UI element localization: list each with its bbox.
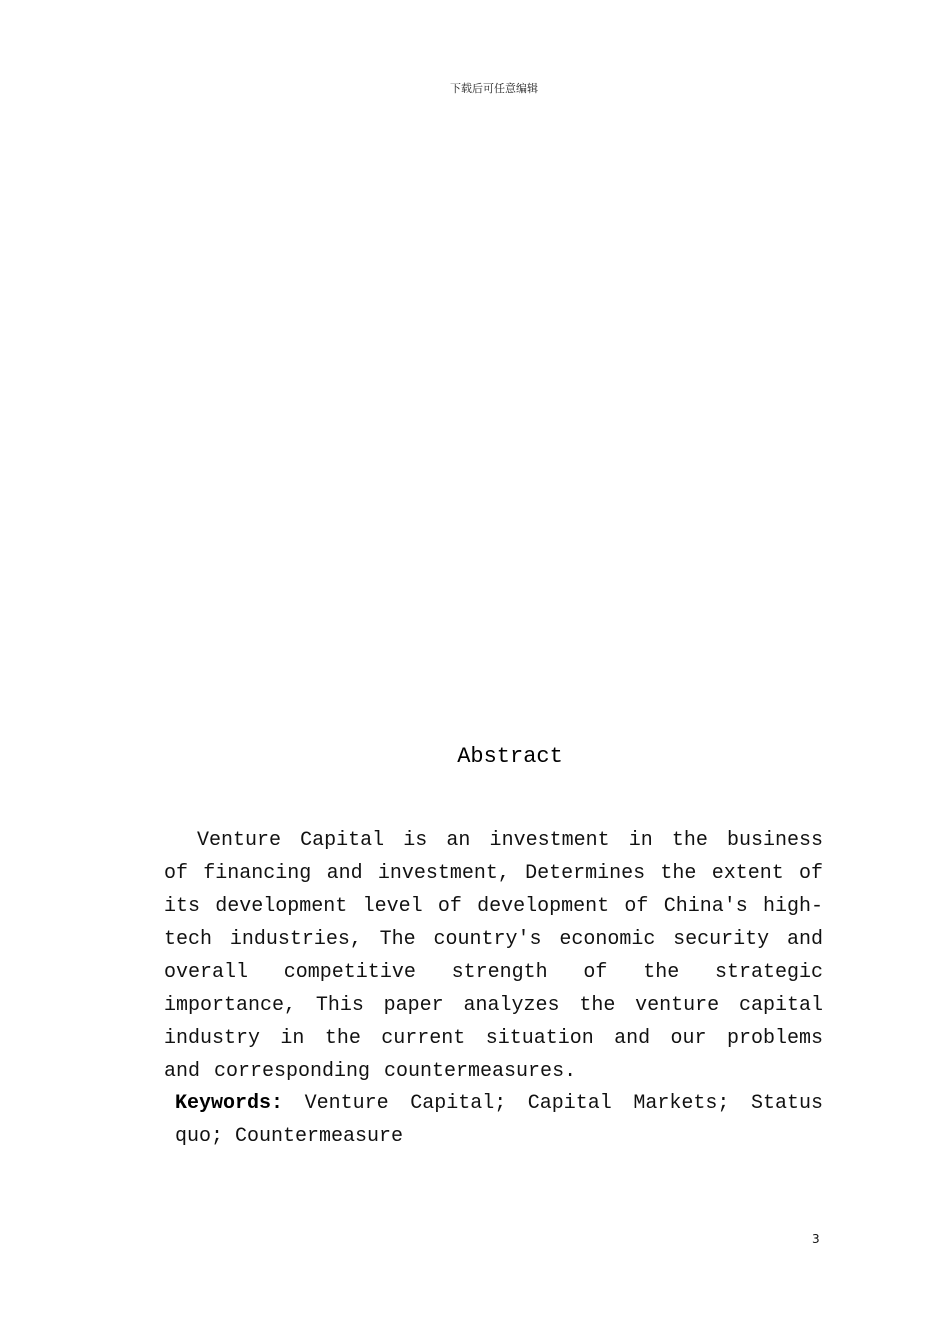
abstract-body: Venture Capital is an investment in the business of financing and investment, Determines the extent of its development level of development of China's high-tech industries, The country's economic security and overall competitive strength of the strategic importance, This paper analyzes the venture capital industry in the current situation and our problems and corresponding countermeasures. <box>164 829 823 1083</box>
abstract-title: Abstract <box>457 744 563 769</box>
keywords-text: Venture Capital; Capital Markets; Status quo; Countermeasure <box>175 1092 823 1148</box>
page-header: 下载后可任意编辑 <box>450 82 538 95</box>
page-number: 3 <box>812 1232 820 1246</box>
keywords-paragraph <box>175 1087 823 1153</box>
keywords-label: Keywords: <box>175 1092 284 1115</box>
